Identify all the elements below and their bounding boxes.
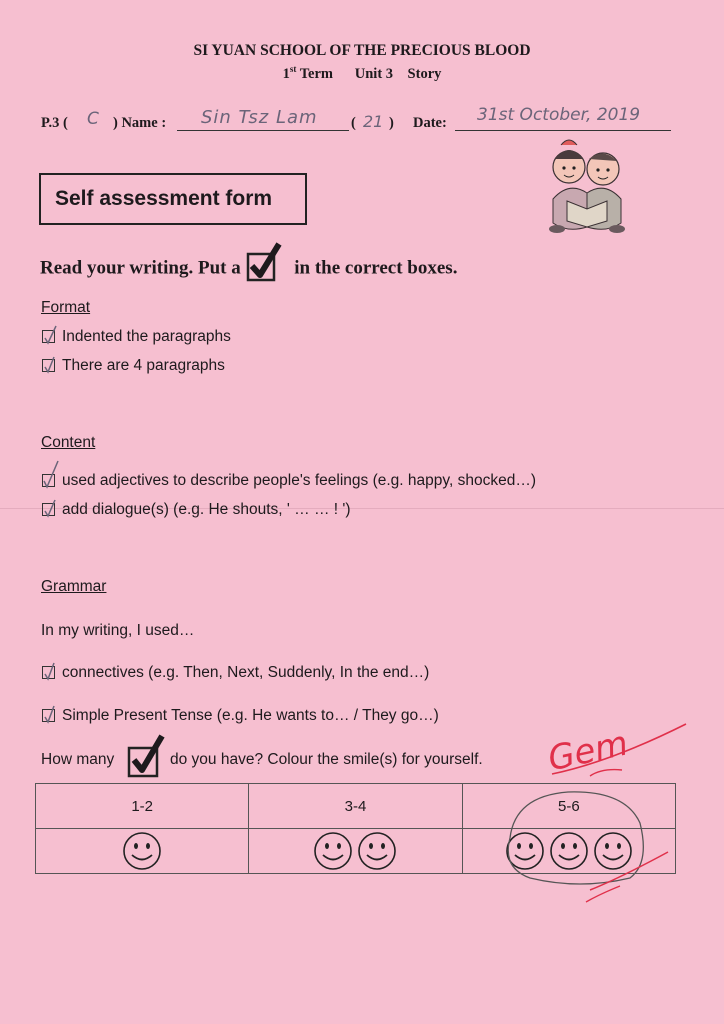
term-suffix: st	[289, 64, 297, 74]
scale-header-2: 3-4	[249, 784, 462, 829]
date-value[interactable]: 31st October, 2019	[477, 105, 641, 125]
content-heading: Content	[41, 434, 96, 451]
unit-label: Unit 3	[354, 65, 394, 82]
number-close: )	[389, 115, 394, 131]
question-after: do you have? Colour the smile(s) for yourself.	[170, 751, 483, 768]
instruction-before: Read your writing. Put a	[40, 257, 241, 279]
scale-cell-1[interactable]	[36, 829, 249, 874]
form-title: Self assessment form	[55, 187, 273, 210]
smiley-face-icon[interactable]	[356, 830, 398, 872]
selection-loop	[490, 778, 680, 918]
scale-header-1: 1-2	[36, 784, 249, 829]
term-word: Term	[299, 65, 334, 82]
content-item-2: add dialogue(s) (e.g. He shouts, ' … … ! ')	[62, 501, 351, 518]
format-item-2: There are 4 paragraphs	[62, 357, 225, 374]
student-line	[41, 105, 681, 139]
form-title-box	[39, 173, 307, 225]
name-value[interactable]: Sin Tsz Lam	[201, 107, 318, 128]
content-checkbox-2[interactable]	[42, 503, 55, 516]
grammar-intro: In my writing, I used…	[41, 622, 195, 639]
grammar-heading: Grammar	[41, 578, 107, 595]
number-open: (	[351, 115, 356, 131]
instruction-check-icon	[245, 256, 289, 282]
grammar-checkbox-2[interactable]	[42, 709, 55, 722]
term-line	[0, 64, 724, 83]
instruction-line	[40, 256, 640, 282]
class-label: P.3 (	[41, 115, 68, 131]
class-value[interactable]: C	[87, 109, 99, 129]
grammar-checkbox-1[interactable]	[42, 666, 55, 679]
format-checkbox-1[interactable]	[42, 330, 55, 343]
scale-header-3: 5-6	[462, 784, 675, 829]
content-item-1: used adjectives to describe people's feelings (e.g. happy, shocked…)	[62, 472, 536, 489]
format-item-1: Indented the paragraphs	[62, 328, 231, 345]
reading-kids-illustration	[547, 137, 627, 235]
date-label: Date:	[413, 115, 447, 131]
name-underline	[177, 130, 349, 131]
number-value[interactable]: 21	[363, 112, 384, 131]
name-label: ) Name :	[113, 115, 167, 131]
content-checkbox-1[interactable]	[42, 474, 55, 487]
smiley-face-icon[interactable]	[312, 830, 354, 872]
term-number: 1	[282, 65, 290, 82]
teacher-signature-text: Gem	[544, 723, 632, 780]
grammar-item-2: Simple Present Tense (e.g. He wants to… / They go…)	[62, 707, 439, 724]
scale-cell-2[interactable]	[249, 829, 462, 874]
format-heading: Format	[41, 299, 91, 316]
school-name: SI YUAN SCHOOL OF THE PRECIOUS BLOOD	[193, 42, 531, 59]
date-underline	[455, 130, 671, 131]
smiley-face-icon[interactable]	[121, 830, 163, 872]
grammar-item-1: connectives (e.g. Then, Next, Suddenly, In the end…)	[62, 664, 430, 681]
question-check-icon	[126, 732, 168, 778]
instruction-after: in the correct boxes.	[294, 257, 458, 279]
topic-label: Story	[407, 65, 442, 82]
question-before: How many	[41, 751, 115, 768]
format-checkbox-2[interactable]	[42, 359, 55, 372]
